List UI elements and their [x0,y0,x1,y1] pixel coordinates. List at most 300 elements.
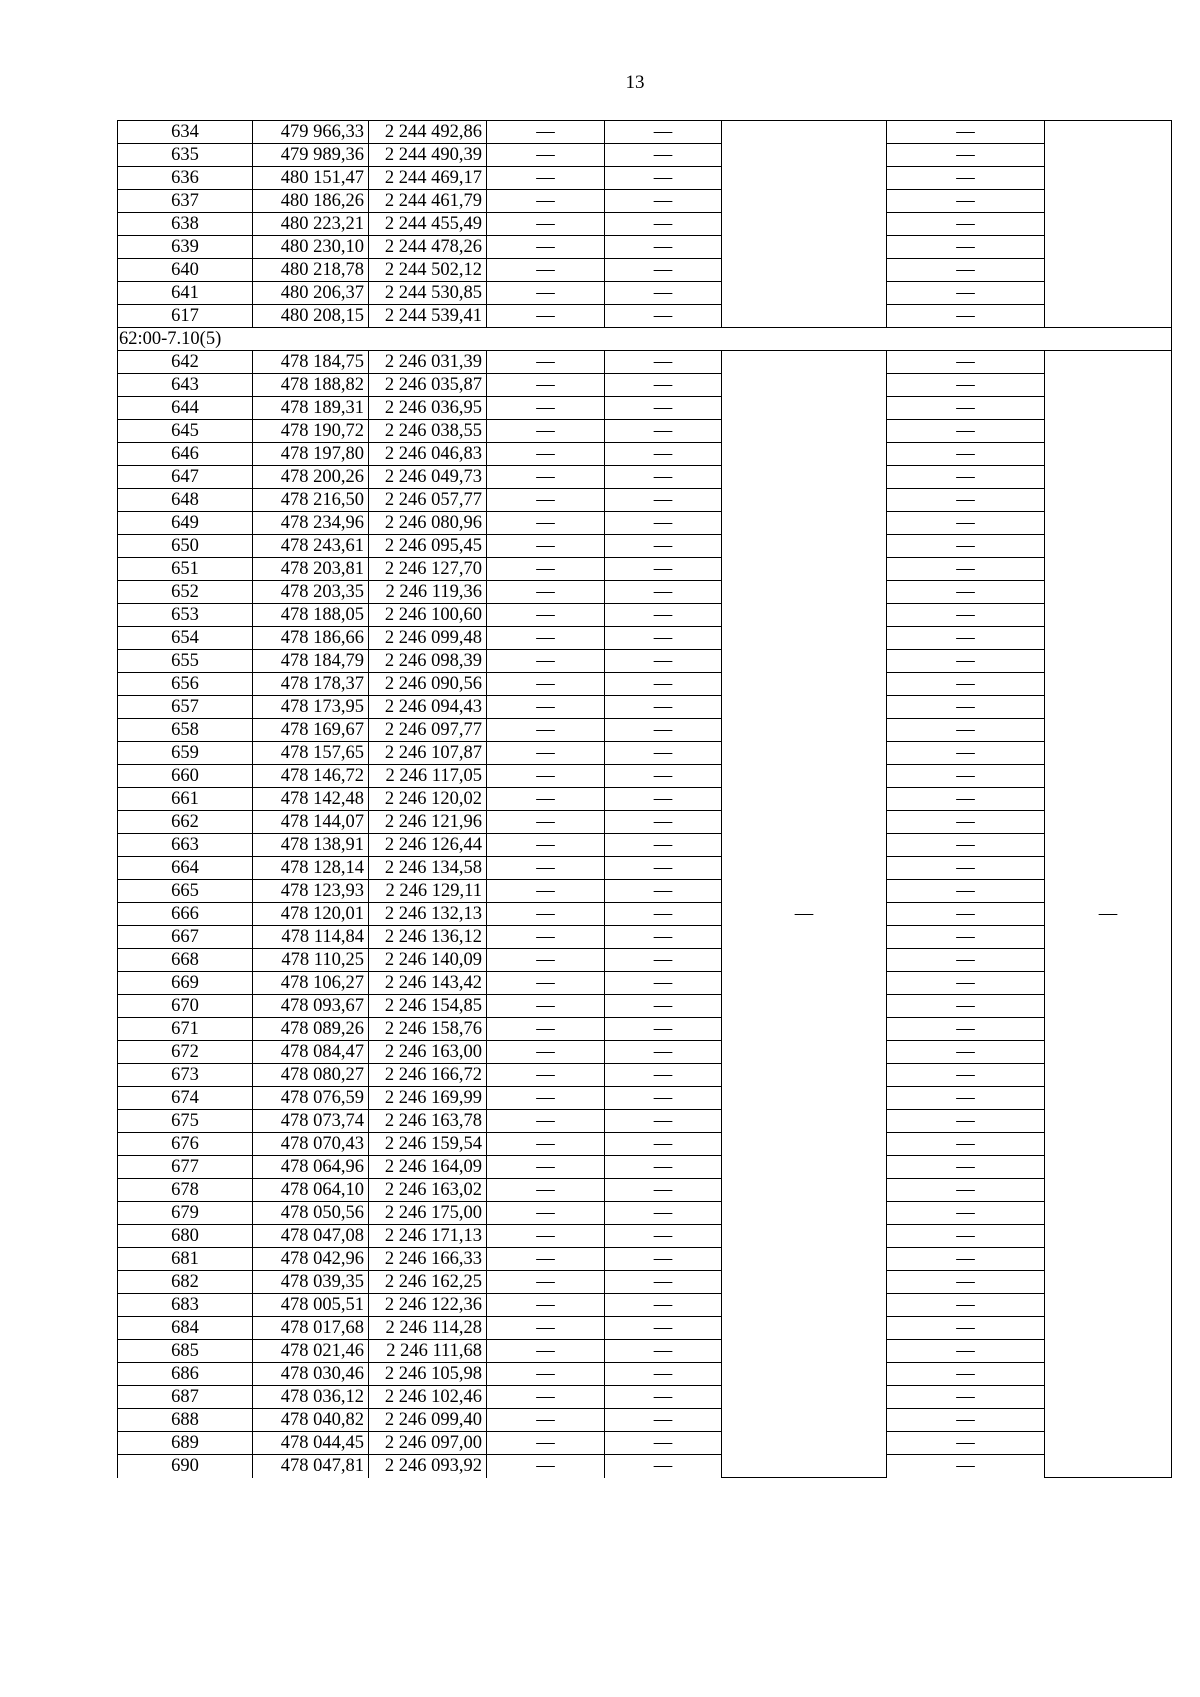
y-coordinate-cell: 2 244 492,86 [369,121,487,144]
table-row [118,351,1172,374]
point-number-cell: 659 [118,742,253,765]
table-row [118,742,1172,765]
point-number-cell: 664 [118,857,253,880]
dash-cell: — [487,1041,605,1064]
dash-cell: — [487,1248,605,1271]
dash-cell: — [887,1225,1045,1248]
dash-cell: — [487,1363,605,1386]
y-coordinate-cell: 2 244 530,85 [369,282,487,305]
dash-cell: — [887,972,1045,995]
dash-cell: — [605,1317,722,1340]
x-coordinate-cell: 480 218,78 [253,259,369,282]
dash-cell: — [487,1110,605,1133]
y-coordinate-cell: 2 246 134,58 [369,857,487,880]
y-coordinate-cell: 2 246 102,46 [369,1386,487,1409]
dash-cell: — [605,420,722,443]
dash-cell: — [887,926,1045,949]
table-row [118,1041,1172,1064]
y-coordinate-cell: 2 246 140,09 [369,949,487,972]
x-coordinate-cell: 478 184,79 [253,650,369,673]
dash-cell: — [605,673,722,696]
dash-cell: — [887,1294,1045,1317]
dash-cell: — [605,1225,722,1248]
table-row [118,1156,1172,1179]
dash-cell: — [605,190,722,213]
point-number-cell: 685 [118,1340,253,1363]
x-coordinate-cell: 478 110,25 [253,949,369,972]
dash-cell: — [487,834,605,857]
dash-cell: — [605,742,722,765]
y-coordinate-cell: 2 246 143,42 [369,972,487,995]
dash-cell: — [887,1363,1045,1386]
point-number-cell: 670 [118,995,253,1018]
table-row [118,604,1172,627]
dash-cell: — [605,489,722,512]
x-coordinate-cell: 478 123,93 [253,880,369,903]
dash-cell: — [605,1294,722,1317]
dash-cell: — [887,1271,1045,1294]
dash-cell: — [605,949,722,972]
dash-cell: — [487,1455,605,1478]
dash-cell: — [487,489,605,512]
dash-cell: — [605,903,722,926]
point-number-cell: 680 [118,1225,253,1248]
point-number-cell: 668 [118,949,253,972]
dash-cell: — [487,351,605,374]
x-coordinate-cell: 478 076,59 [253,1087,369,1110]
y-coordinate-cell: 2 246 120,02 [369,788,487,811]
point-number-cell: 690 [118,1455,253,1478]
dash-cell: — [887,604,1045,627]
y-coordinate-cell: 2 246 049,73 [369,466,487,489]
y-coordinate-cell: 2 246 100,60 [369,604,487,627]
dash-cell: — [887,443,1045,466]
x-coordinate-cell: 478 200,26 [253,466,369,489]
table-row [118,926,1172,949]
dash-cell: — [605,788,722,811]
point-number-cell: 651 [118,558,253,581]
dash-cell: — [887,1317,1045,1340]
table-row [118,949,1172,972]
dash-cell: — [887,282,1045,305]
dash-cell: — [487,673,605,696]
dash-cell: — [605,1248,722,1271]
x-coordinate-cell: 478 040,82 [253,1409,369,1432]
table-row [118,1248,1172,1271]
x-coordinate-cell: 478 106,27 [253,972,369,995]
y-coordinate-cell: 2 246 162,25 [369,1271,487,1294]
table-row [118,1202,1172,1225]
x-coordinate-cell: 478 216,50 [253,489,369,512]
dash-cell: — [605,765,722,788]
x-coordinate-cell: 479 966,33 [253,121,369,144]
section-title: 62:00-7.10(5) [118,328,1172,351]
x-coordinate-cell: 478 064,96 [253,1156,369,1179]
dash-cell: — [887,489,1045,512]
point-number-cell: 648 [118,489,253,512]
point-number-cell: 689 [118,1432,253,1455]
y-coordinate-cell: 2 246 129,11 [369,880,487,903]
dash-cell: — [605,627,722,650]
dash-cell: — [487,121,605,144]
y-coordinate-cell: 2 246 031,39 [369,351,487,374]
x-coordinate-cell: 478 173,95 [253,696,369,719]
point-number-cell: 687 [118,1386,253,1409]
table-row [118,880,1172,903]
x-coordinate-cell: 478 064,10 [253,1179,369,1202]
dash-cell: — [605,1041,722,1064]
x-coordinate-cell: 478 188,82 [253,374,369,397]
point-number-cell: 647 [118,466,253,489]
y-coordinate-cell: 2 244 469,17 [369,167,487,190]
dash-cell: — [487,1179,605,1202]
x-coordinate-cell: 480 206,37 [253,282,369,305]
x-coordinate-cell: 478 189,31 [253,397,369,420]
y-coordinate-cell: 2 246 036,95 [369,397,487,420]
table-row [118,489,1172,512]
dash-cell: — [487,811,605,834]
dash-cell: — [887,1386,1045,1409]
dash-cell: — [887,765,1045,788]
dash-cell: — [605,1133,722,1156]
point-number-cell: 636 [118,167,253,190]
point-number-cell: 635 [118,144,253,167]
dash-cell: — [605,650,722,673]
table-row [118,1432,1172,1455]
dash-cell: — [605,443,722,466]
table-row [118,1386,1172,1409]
x-coordinate-cell: 479 989,36 [253,144,369,167]
dash-cell: — [487,926,605,949]
point-number-cell: 688 [118,1409,253,1432]
dash-cell: — [887,1202,1045,1225]
table-row [118,420,1172,443]
table-row [118,1271,1172,1294]
y-coordinate-cell: 2 246 175,00 [369,1202,487,1225]
dash-cell: — [605,581,722,604]
y-coordinate-cell: 2 244 455,49 [369,213,487,236]
table-row [118,673,1172,696]
dash-cell: — [887,420,1045,443]
table-row [118,581,1172,604]
dash-cell: — [887,512,1045,535]
dash-cell: — [487,627,605,650]
x-coordinate-cell: 478 234,96 [253,512,369,535]
x-coordinate-cell: 478 021,46 [253,1340,369,1363]
table-row [118,1294,1172,1317]
dash-cell: — [887,167,1045,190]
y-coordinate-cell: 2 246 093,92 [369,1455,487,1478]
y-coordinate-cell: 2 246 136,12 [369,926,487,949]
y-coordinate-cell: 2 246 127,70 [369,558,487,581]
table-row [118,1087,1172,1110]
x-coordinate-cell: 478 114,84 [253,926,369,949]
table-row [118,719,1172,742]
dash-cell: — [887,1110,1045,1133]
dash-cell: — [605,121,722,144]
dash-cell: — [487,1432,605,1455]
point-number-cell: 681 [118,1248,253,1271]
dash-cell: — [887,673,1045,696]
x-coordinate-cell: 478 197,80 [253,443,369,466]
dash-cell: — [487,765,605,788]
table-row [118,282,1172,305]
x-coordinate-cell: 480 186,26 [253,190,369,213]
table-row [118,305,1172,328]
dash-cell: — [887,1087,1045,1110]
dash-cell: — [605,535,722,558]
x-coordinate-cell: 480 230,10 [253,236,369,259]
point-number-cell: 658 [118,719,253,742]
dash-cell: — [487,742,605,765]
x-coordinate-cell: 478 178,37 [253,673,369,696]
y-coordinate-cell: 2 246 035,87 [369,374,487,397]
dash-cell: — [605,1110,722,1133]
dash-cell: — [887,719,1045,742]
x-coordinate-cell: 478 073,74 [253,1110,369,1133]
table-row [118,144,1172,167]
table-row [118,1110,1172,1133]
y-coordinate-cell: 2 244 539,41 [369,305,487,328]
dash-cell: — [487,788,605,811]
dash-cell: — [605,1455,722,1478]
dash-cell: — [487,1133,605,1156]
table-row [118,374,1172,397]
x-coordinate-cell: 478 186,66 [253,627,369,650]
y-coordinate-cell: 2 246 105,98 [369,1363,487,1386]
dash-cell: — [887,121,1045,144]
y-coordinate-cell: 2 246 097,00 [369,1432,487,1455]
dash-cell: — [887,1156,1045,1179]
y-coordinate-cell: 2 246 122,36 [369,1294,487,1317]
dash-cell: — [487,282,605,305]
table-row [118,397,1172,420]
dash-cell: — [605,926,722,949]
point-number-cell: 666 [118,903,253,926]
dash-cell: — [487,650,605,673]
dash-cell: — [887,305,1045,328]
x-coordinate-cell: 478 093,67 [253,995,369,1018]
x-coordinate-cell: 480 223,21 [253,213,369,236]
table-row [118,259,1172,282]
point-number-cell: 674 [118,1087,253,1110]
dash-cell: — [487,305,605,328]
y-coordinate-cell: 2 246 057,77 [369,489,487,512]
dash-cell: — [887,1340,1045,1363]
x-coordinate-cell: 478 044,45 [253,1432,369,1455]
table-row [118,972,1172,995]
point-number-cell: 650 [118,535,253,558]
y-coordinate-cell: 2 246 121,96 [369,811,487,834]
point-number-cell: 660 [118,765,253,788]
point-number-cell: 665 [118,880,253,903]
dash-cell: — [605,696,722,719]
dash-cell: — [487,1271,605,1294]
dash-cell: — [487,190,605,213]
y-coordinate-cell: 2 246 117,05 [369,765,487,788]
table-row [118,696,1172,719]
point-number-cell: 675 [118,1110,253,1133]
x-coordinate-cell: 478 138,91 [253,834,369,857]
y-coordinate-cell: 2 246 158,76 [369,1018,487,1041]
dash-cell: — [887,535,1045,558]
dash-cell: — [605,558,722,581]
dash-cell: — [605,880,722,903]
dash-cell: — [605,374,722,397]
y-coordinate-cell: 2 246 107,87 [369,742,487,765]
dash-cell: — [487,1202,605,1225]
dash-cell: — [887,834,1045,857]
point-number-cell: 649 [118,512,253,535]
x-coordinate-cell: 478 169,67 [253,719,369,742]
x-coordinate-cell: 478 036,12 [253,1386,369,1409]
dash-cell: — [605,305,722,328]
dash-cell: — [487,443,605,466]
x-coordinate-cell: 478 157,65 [253,742,369,765]
dash-cell: — [605,236,722,259]
y-coordinate-cell: 2 246 166,72 [369,1064,487,1087]
dash-cell: — [605,351,722,374]
dash-cell: — [887,351,1045,374]
point-number-cell: 661 [118,788,253,811]
table-row [118,1340,1172,1363]
y-coordinate-cell: 2 246 166,33 [369,1248,487,1271]
dash-cell: — [887,742,1045,765]
point-number-cell: 642 [118,351,253,374]
y-coordinate-cell: 2 246 163,78 [369,1110,487,1133]
table-row [118,903,1172,926]
table-row [118,167,1172,190]
dash-cell: — [487,466,605,489]
x-coordinate-cell: 478 243,61 [253,535,369,558]
dash-cell: — [605,1202,722,1225]
x-coordinate-cell: 478 190,72 [253,420,369,443]
dash-cell: — [605,604,722,627]
x-coordinate-cell: 478 039,35 [253,1271,369,1294]
dash-cell: — [605,811,722,834]
point-number-cell: 667 [118,926,253,949]
table-row [118,627,1172,650]
dash-cell: — [887,1409,1045,1432]
dash-cell: — [887,374,1045,397]
x-coordinate-cell: 478 017,68 [253,1317,369,1340]
dash-cell: — [605,167,722,190]
section-row [118,328,1172,351]
point-number-cell: 684 [118,1317,253,1340]
merged-dash-cell [1045,121,1172,328]
point-number-cell: 634 [118,121,253,144]
dash-cell: — [887,995,1045,1018]
point-number-cell: 646 [118,443,253,466]
point-number-cell: 654 [118,627,253,650]
dash-cell: — [887,1064,1045,1087]
dash-cell: — [605,466,722,489]
y-coordinate-cell: 2 244 461,79 [369,190,487,213]
point-number-cell: 617 [118,305,253,328]
y-coordinate-cell: 2 246 132,13 [369,903,487,926]
dash-cell: — [887,144,1045,167]
x-coordinate-cell: 478 188,05 [253,604,369,627]
dash-cell: — [487,167,605,190]
table-row [118,121,1172,144]
table-row [118,236,1172,259]
y-coordinate-cell: 2 246 163,02 [369,1179,487,1202]
dash-cell: — [887,627,1045,650]
y-coordinate-cell: 2 246 099,48 [369,627,487,650]
x-coordinate-cell: 480 208,15 [253,305,369,328]
y-coordinate-cell: 2 246 080,96 [369,512,487,535]
table-row [118,512,1172,535]
dash-cell: — [605,1386,722,1409]
dash-cell: — [487,420,605,443]
dash-cell: — [887,788,1045,811]
table-row [118,213,1172,236]
table-row [118,1363,1172,1386]
dash-cell: — [487,1087,605,1110]
y-coordinate-cell: 2 246 169,99 [369,1087,487,1110]
y-coordinate-cell: 2 246 097,77 [369,719,487,742]
dash-cell: — [605,144,722,167]
dash-cell: — [487,1409,605,1432]
y-coordinate-cell: 2 246 154,85 [369,995,487,1018]
y-coordinate-cell: 2 246 163,00 [369,1041,487,1064]
dash-cell: — [887,1179,1045,1202]
dash-cell: — [605,1340,722,1363]
dash-cell: — [887,696,1045,719]
dash-cell: — [605,1064,722,1087]
y-coordinate-cell: 2 244 490,39 [369,144,487,167]
x-coordinate-cell: 478 128,14 [253,857,369,880]
dash-cell: — [487,696,605,719]
dash-cell: — [487,949,605,972]
y-coordinate-cell: 2 244 502,12 [369,259,487,282]
table-row [118,1409,1172,1432]
point-number-cell: 673 [118,1064,253,1087]
y-coordinate-cell: 2 246 046,83 [369,443,487,466]
y-coordinate-cell: 2 246 171,13 [369,1225,487,1248]
y-coordinate-cell: 2 246 111,68 [369,1340,487,1363]
dash-cell: — [605,1271,722,1294]
dash-cell: — [487,374,605,397]
dash-cell: — [487,236,605,259]
x-coordinate-cell: 478 070,43 [253,1133,369,1156]
x-coordinate-cell: 478 142,48 [253,788,369,811]
table-row [118,811,1172,834]
table-row [118,558,1172,581]
point-number-cell: 653 [118,604,253,627]
x-coordinate-cell: 478 146,72 [253,765,369,788]
dash-cell: — [605,1363,722,1386]
y-coordinate-cell: 2 246 038,55 [369,420,487,443]
table-row [118,1225,1172,1248]
dash-cell: — [487,903,605,926]
dash-cell: — [487,1064,605,1087]
x-coordinate-cell: 478 047,81 [253,1455,369,1478]
dash-cell: — [887,1432,1045,1455]
dash-cell: — [487,581,605,604]
dash-cell: — [487,1317,605,1340]
y-coordinate-cell: 2 246 164,09 [369,1156,487,1179]
dash-cell: — [605,1156,722,1179]
dash-cell: — [605,1087,722,1110]
dash-cell: — [887,1018,1045,1041]
x-coordinate-cell: 478 203,81 [253,558,369,581]
dash-cell: — [487,1294,605,1317]
merged-dash-cell [722,121,887,328]
point-number-cell: 652 [118,581,253,604]
point-number-cell: 641 [118,282,253,305]
table-row [118,995,1172,1018]
